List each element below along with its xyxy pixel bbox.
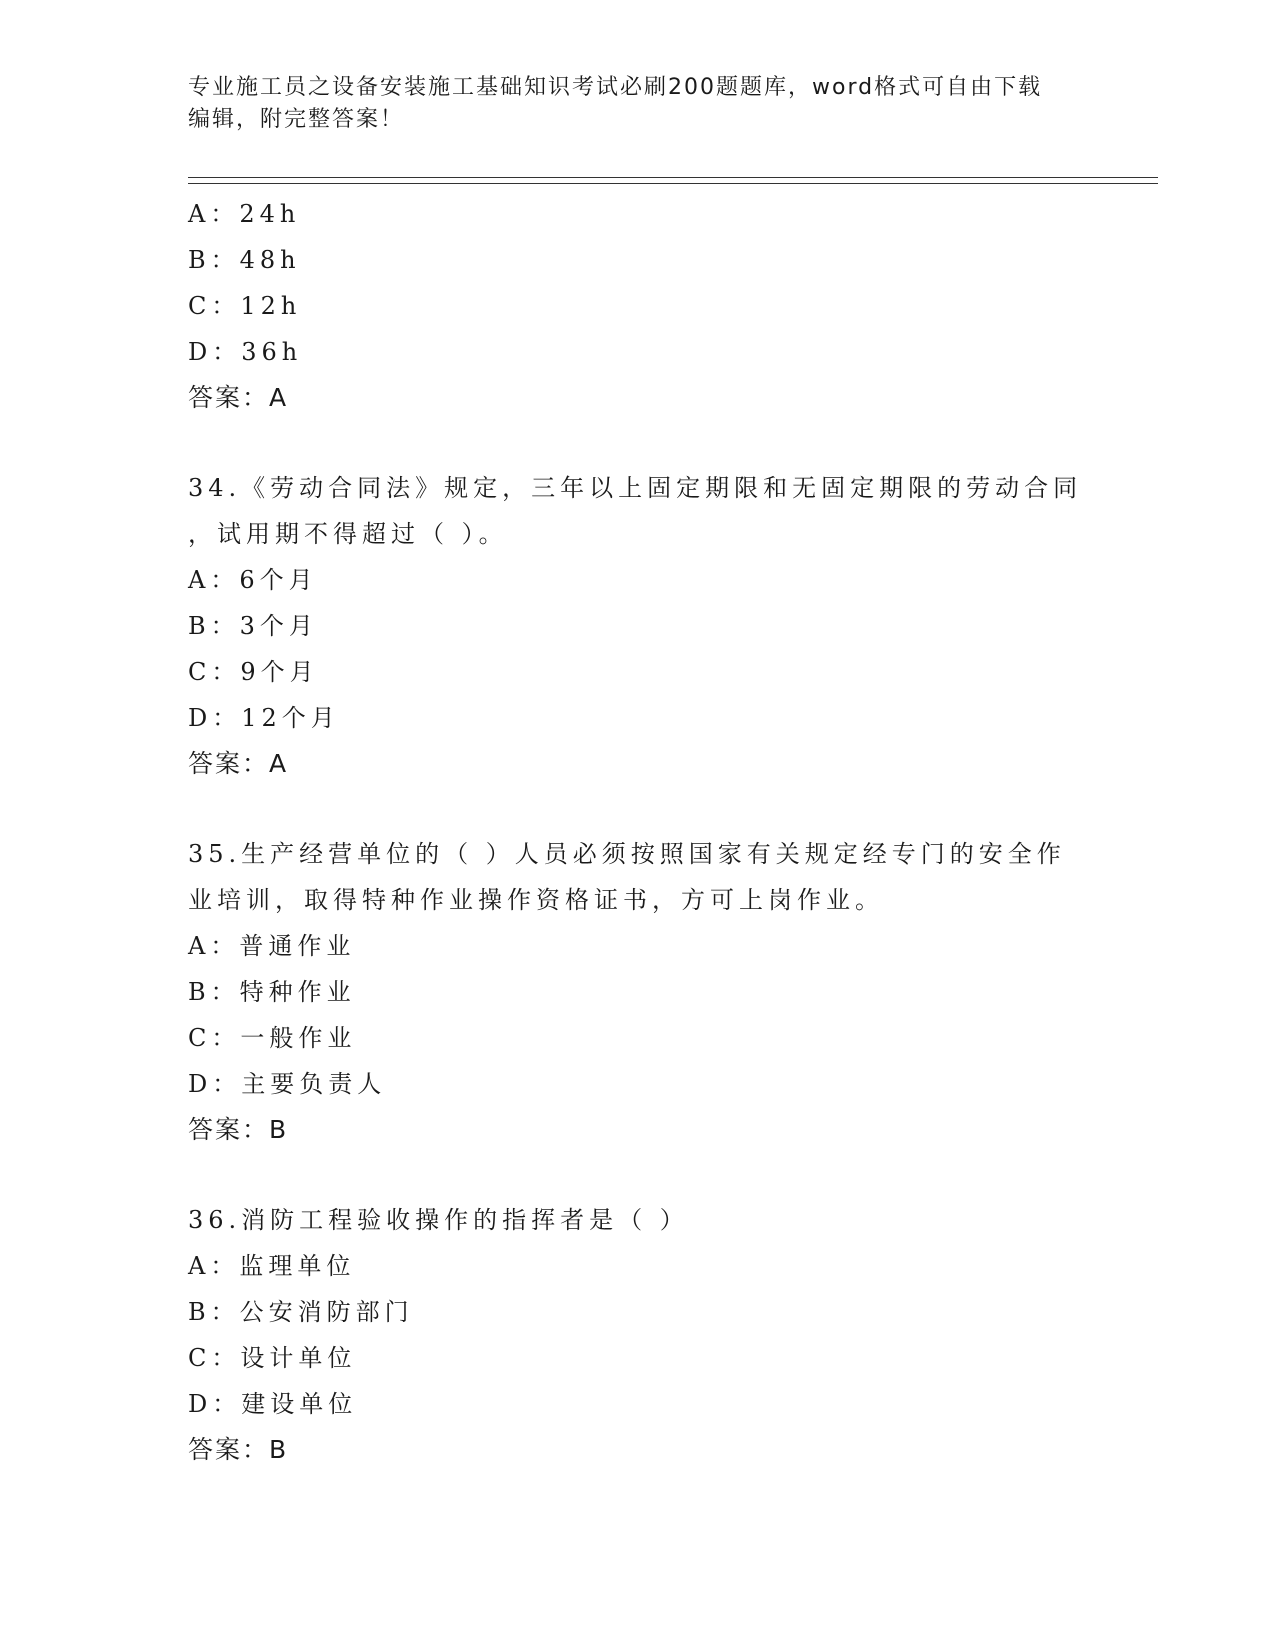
option-c: C：设计单位 [188,1344,357,1372]
header-divider-bottom [188,183,1158,184]
header-divider-top [188,177,1158,178]
question-text-line-1: 34.《劳动合同法》规定，三年以上固定期限和无固定期限的劳动合同 [188,474,1083,502]
option-d: D：主要负责人 [188,1070,387,1098]
question-33 [188,191,1088,421]
option-b: B：3个月 [188,612,318,640]
question-35 [188,831,1088,1153]
answer: 答案：A [188,383,289,412]
question-34 [188,465,1088,787]
answer: 答案：B [188,1115,289,1144]
option-a: A：24h [188,200,301,228]
document-header [188,72,1088,136]
option-b: B：特种作业 [188,978,356,1006]
option-c: C：一般作业 [188,1024,357,1052]
option-b: B：公安消防部门 [188,1298,414,1326]
spacer [188,787,1088,831]
option-a: A：监理单位 [188,1252,356,1280]
answer: 答案：A [188,749,289,778]
option-a: A：普通作业 [188,932,356,960]
question-text-line-2: ，试用期不得超过（ ）。 [188,520,508,548]
header-line-1: 专业施工员之设备安装施工基础知识考试必刷200题题库，word格式可自由下载 [188,75,1043,100]
question-text-line-1: 35.生产经营单位的（ ）人员必须按照国家有关规定经专门的安全作 [188,840,1066,868]
option-b: B：48h [188,246,301,274]
question-text-line-2: 业培训，取得特种作业操作资格证书，方可上岗作业。 [188,886,884,914]
option-a: A：6个月 [188,566,318,594]
option-d: D：12个月 [188,704,340,732]
question-36 [188,1197,1088,1473]
question-list [188,191,1088,1473]
option-c: C：12h [188,292,302,320]
option-c: C：9个月 [188,658,319,686]
answer: 答案：B [188,1435,289,1464]
header-line-2: 编辑，附完整答案！ [188,107,405,132]
option-d: D：36h [188,338,303,366]
spacer [188,421,1088,465]
option-d: D：建设单位 [188,1390,358,1418]
question-text-line-1: 36.消防工程验收操作的指挥者是（ ） [188,1206,689,1234]
spacer [188,1153,1088,1197]
